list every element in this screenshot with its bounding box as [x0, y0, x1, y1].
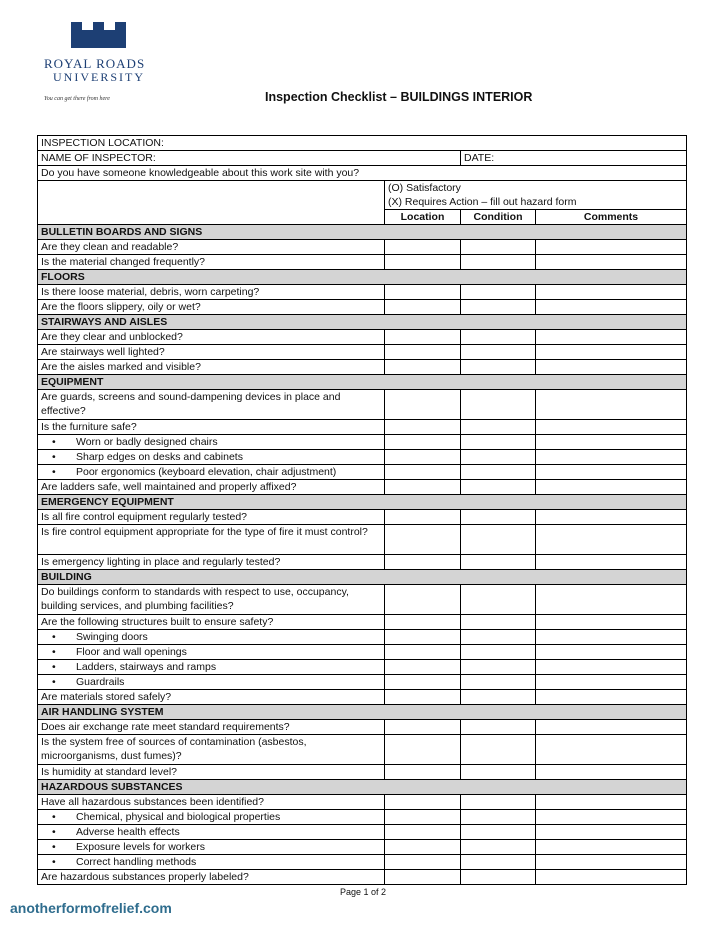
- location-cell[interactable]: [385, 795, 461, 810]
- location-cell[interactable]: [385, 390, 461, 420]
- checklist-subitem-text: Correct handling methods: [76, 856, 197, 868]
- location-cell[interactable]: [385, 300, 461, 315]
- location-cell[interactable]: [385, 810, 461, 825]
- column-header-comments: Comments: [536, 210, 687, 225]
- logo-tagline: You can get there from here: [44, 96, 110, 102]
- location-cell[interactable]: [385, 450, 461, 465]
- condition-cell[interactable]: [461, 390, 536, 420]
- bullet-icon: •: [52, 826, 56, 838]
- checklist-subitem: [38, 810, 385, 825]
- comments-cell[interactable]: [536, 825, 687, 840]
- checklist-question-row: [38, 720, 687, 735]
- checklist-subitem-row: [38, 465, 687, 480]
- checklist-question: Do buildings conform to standards with respect to use, occupancy, building services, and plumbing facilities?: [38, 585, 385, 615]
- section-header-row: [38, 225, 687, 240]
- castle-icon: [71, 22, 126, 50]
- checklist-subitem: [38, 855, 385, 870]
- checklist-question-row: [38, 390, 687, 420]
- checklist-subitem-text: Floor and wall openings: [76, 646, 187, 658]
- checklist-question-row: [38, 555, 687, 570]
- checklist-question-row: [38, 330, 687, 345]
- comments-cell[interactable]: [536, 435, 687, 450]
- location-cell[interactable]: [385, 630, 461, 645]
- condition-cell[interactable]: [461, 420, 536, 435]
- condition-cell[interactable]: [461, 720, 536, 735]
- comments-cell[interactable]: [536, 585, 687, 615]
- bullet-icon: •: [52, 841, 56, 853]
- section-header-row: [38, 375, 687, 390]
- comments-cell[interactable]: [536, 675, 687, 690]
- checklist-question-row: [38, 480, 687, 495]
- checklist-subitem: [38, 675, 385, 690]
- checklist-subitem: [38, 630, 385, 645]
- condition-cell[interactable]: [461, 615, 536, 630]
- bullet-icon: •: [52, 436, 56, 448]
- checklist-question-row: [38, 690, 687, 705]
- bullet-icon: •: [52, 811, 56, 823]
- section-title: FLOORS: [38, 270, 687, 285]
- bullet-icon: •: [52, 661, 56, 673]
- location-cell[interactable]: [385, 720, 461, 735]
- checklist-question: Are guards, screens and sound-dampening devices in place and effective?: [38, 390, 385, 420]
- condition-cell[interactable]: [461, 690, 536, 705]
- location-cell[interactable]: [385, 420, 461, 435]
- checklist-question: Are the following structures built to ensure safety?: [38, 615, 385, 630]
- checklist-subitem: [38, 660, 385, 675]
- condition-cell[interactable]: [461, 465, 536, 480]
- inspection-checklist-table: [37, 135, 687, 885]
- location-cell[interactable]: [385, 855, 461, 870]
- checklist-question: Are stairways well lighted?: [38, 345, 385, 360]
- location-cell[interactable]: [385, 645, 461, 660]
- condition-cell[interactable]: [461, 870, 536, 885]
- legend-requires-action: (X) Requires Action – fill out hazard form: [385, 195, 687, 210]
- location-cell[interactable]: [385, 870, 461, 885]
- checklist-question-row: [38, 525, 687, 555]
- bullet-icon: •: [52, 856, 56, 868]
- comments-cell[interactable]: [536, 690, 687, 705]
- comments-cell[interactable]: [536, 285, 687, 300]
- checklist-question-row: [38, 615, 687, 630]
- comments-cell[interactable]: [536, 450, 687, 465]
- condition-cell[interactable]: [461, 240, 536, 255]
- location-cell[interactable]: [385, 345, 461, 360]
- checklist-subitem: [38, 645, 385, 660]
- condition-cell[interactable]: [461, 810, 536, 825]
- checklist-subitem-text: Sharp edges on desks and cabinets: [76, 451, 243, 463]
- checklist-subitem: [38, 435, 385, 450]
- condition-cell[interactable]: [461, 840, 536, 855]
- checklist-subitem-row: [38, 810, 687, 825]
- comments-cell[interactable]: [536, 345, 687, 360]
- section-header-row: [38, 570, 687, 585]
- location-cell[interactable]: [385, 435, 461, 450]
- location-cell[interactable]: [385, 660, 461, 675]
- checklist-question: Is fire control equipment appropriate for the type of fire it must control?: [38, 525, 385, 555]
- checklist-subitem-text: Swinging doors: [76, 631, 148, 643]
- checklist-subitem-row: [38, 675, 687, 690]
- checklist-question-row: [38, 285, 687, 300]
- checklist-question: Are they clean and readable?: [38, 240, 385, 255]
- comments-cell[interactable]: [536, 720, 687, 735]
- comments-cell[interactable]: [536, 525, 687, 555]
- condition-cell[interactable]: [461, 285, 536, 300]
- checklist-question: Does air exchange rate meet standard requirements?: [38, 720, 385, 735]
- comments-cell[interactable]: [536, 615, 687, 630]
- legend-blank-cell: [38, 181, 385, 225]
- checklist-question: Are ladders safe, well maintained and properly affixed?: [38, 480, 385, 495]
- checklist-subitem: [38, 465, 385, 480]
- location-cell[interactable]: [385, 765, 461, 780]
- checklist-question-row: [38, 255, 687, 270]
- checklist-question: Is emergency lighting in place and regularly tested?: [38, 555, 385, 570]
- comments-cell[interactable]: [536, 465, 687, 480]
- checklist-subitem-row: [38, 840, 687, 855]
- comments-cell[interactable]: [536, 255, 687, 270]
- checklist-question: Are materials stored safely?: [38, 690, 385, 705]
- location-cell[interactable]: [385, 675, 461, 690]
- condition-cell[interactable]: [461, 450, 536, 465]
- location-cell[interactable]: [385, 330, 461, 345]
- section-header-row: [38, 315, 687, 330]
- condition-cell[interactable]: [461, 480, 536, 495]
- checklist-question-row: [38, 420, 687, 435]
- checklist-question: Are they clear and unblocked?: [38, 330, 385, 345]
- condition-cell[interactable]: [461, 510, 536, 525]
- checklist-question-row: [38, 300, 687, 315]
- page-number: Page 1 of 2: [340, 887, 387, 897]
- checklist-question-row: [38, 795, 687, 810]
- condition-cell[interactable]: [461, 645, 536, 660]
- checklist-question: Are hazardous substances properly labeled?: [38, 870, 385, 885]
- bullet-icon: •: [52, 631, 56, 643]
- location-cell[interactable]: [385, 690, 461, 705]
- section-header-row: [38, 270, 687, 285]
- condition-cell[interactable]: [461, 660, 536, 675]
- checklist-question-row: [38, 585, 687, 615]
- location-cell[interactable]: [385, 465, 461, 480]
- condition-cell[interactable]: [461, 675, 536, 690]
- checklist-subitem: [38, 825, 385, 840]
- section-title: HAZARDOUS SUBSTANCES: [38, 780, 687, 795]
- comments-cell[interactable]: [536, 630, 687, 645]
- comments-cell[interactable]: [536, 420, 687, 435]
- knowledgeable-person-question: Do you have someone knowledgeable about this work site with you?: [41, 167, 360, 179]
- bullet-icon: •: [52, 451, 56, 463]
- location-cell[interactable]: [385, 840, 461, 855]
- checklist-subitem-row: [38, 825, 687, 840]
- checklist-subitem-row: [38, 450, 687, 465]
- condition-cell[interactable]: [461, 630, 536, 645]
- section-header-row: [38, 705, 687, 720]
- checklist-subitem-row: [38, 630, 687, 645]
- condition-cell[interactable]: [461, 255, 536, 270]
- checklist-subitem-row: [38, 855, 687, 870]
- checklist-question: Is there loose material, debris, worn carpeting?: [38, 285, 385, 300]
- section-title: EMERGENCY EQUIPMENT: [38, 495, 687, 510]
- location-cell[interactable]: [385, 510, 461, 525]
- checklist-subitem-row: [38, 435, 687, 450]
- knowledgeable-person-field[interactable]: [38, 166, 687, 181]
- comments-cell[interactable]: [536, 390, 687, 420]
- checklist-question: Are the aisles marked and visible?: [38, 360, 385, 375]
- inspector-name-field[interactable]: [38, 151, 461, 166]
- checklist-subitem-text: Guardrails: [76, 676, 125, 688]
- location-cell[interactable]: [385, 735, 461, 765]
- location-cell[interactable]: [385, 255, 461, 270]
- comments-cell[interactable]: [536, 855, 687, 870]
- bullet-icon: •: [52, 466, 56, 478]
- comments-cell[interactable]: [536, 735, 687, 765]
- checklist-question-row: [38, 360, 687, 375]
- comments-cell[interactable]: [536, 300, 687, 315]
- legend-satisfactory: (O) Satisfactory: [385, 181, 687, 196]
- checklist-subitem-row: [38, 645, 687, 660]
- comments-cell[interactable]: [536, 840, 687, 855]
- column-header-condition: Condition: [461, 210, 536, 225]
- checklist-question: Is humidity at standard level?: [38, 765, 385, 780]
- inspection-location-label: INSPECTION LOCATION:: [41, 137, 164, 149]
- comments-cell[interactable]: [536, 810, 687, 825]
- comments-cell[interactable]: [536, 870, 687, 885]
- checklist-subitem-row: [38, 660, 687, 675]
- checklist-question-row: [38, 345, 687, 360]
- checklist-question: Is the material changed frequently?: [38, 255, 385, 270]
- inspection-location-field[interactable]: [38, 136, 687, 151]
- section-title: BUILDING: [38, 570, 687, 585]
- condition-cell[interactable]: [461, 855, 536, 870]
- date-field[interactable]: [461, 151, 687, 166]
- location-cell[interactable]: [385, 615, 461, 630]
- checklist-subitem-text: Chemical, physical and biological properties: [76, 811, 281, 823]
- checklist-subitem: [38, 840, 385, 855]
- checklist-question: Is the furniture safe?: [38, 420, 385, 435]
- condition-cell[interactable]: [461, 795, 536, 810]
- checklist-question: Have all hazardous substances been identified?: [38, 795, 385, 810]
- column-header-location: Location: [385, 210, 461, 225]
- location-cell[interactable]: [385, 525, 461, 555]
- logo-name-line1: ROYAL ROADS: [44, 56, 146, 71]
- comments-cell[interactable]: [536, 645, 687, 660]
- condition-cell[interactable]: [461, 585, 536, 615]
- comments-cell[interactable]: [536, 360, 687, 375]
- checklist-question: Are the floors slippery, oily or wet?: [38, 300, 385, 315]
- condition-cell[interactable]: [461, 300, 536, 315]
- bullet-icon: •: [52, 676, 56, 688]
- checklist-subitem-text: Ladders, stairways and ramps: [76, 661, 217, 673]
- comments-cell[interactable]: [536, 660, 687, 675]
- condition-cell[interactable]: [461, 525, 536, 555]
- section-header-row: [38, 780, 687, 795]
- comments-cell[interactable]: [536, 480, 687, 495]
- checklist-subitem-text: Worn or badly designed chairs: [76, 436, 218, 448]
- checklist-subitem-text: Exposure levels for workers: [76, 841, 205, 853]
- condition-cell[interactable]: [461, 825, 536, 840]
- watermark-text: anotherformofrelief.com: [10, 900, 172, 916]
- checklist-question-row: [38, 735, 687, 765]
- checklist-subitem: [38, 450, 385, 465]
- inspector-name-label: NAME OF INSPECTOR:: [41, 152, 156, 164]
- location-cell[interactable]: [385, 285, 461, 300]
- condition-cell[interactable]: [461, 330, 536, 345]
- location-cell[interactable]: [385, 585, 461, 615]
- checklist-subitem-text: Poor ergonomics (keyboard elevation, chair adjustment): [76, 466, 337, 478]
- location-cell[interactable]: [385, 555, 461, 570]
- condition-cell[interactable]: [461, 435, 536, 450]
- condition-cell[interactable]: [461, 345, 536, 360]
- section-title: AIR HANDLING SYSTEM: [38, 705, 687, 720]
- logo-name-line2: UNIVERSITY: [53, 70, 145, 84]
- condition-cell[interactable]: [461, 735, 536, 765]
- condition-cell[interactable]: [461, 555, 536, 570]
- section-title: EQUIPMENT: [38, 375, 687, 390]
- section-title: BULLETIN BOARDS AND SIGNS: [38, 225, 687, 240]
- page-title: Inspection Checklist – BUILDINGS INTERIOR: [265, 90, 533, 104]
- condition-cell[interactable]: [461, 360, 536, 375]
- comments-cell[interactable]: [536, 765, 687, 780]
- section-title: STAIRWAYS AND AISLES: [38, 315, 687, 330]
- checklist-question: Is the system free of sources of contamination (asbestos, microorganisms, dust fumes)?: [38, 735, 385, 765]
- checklist-question-row: [38, 765, 687, 780]
- date-label: DATE:: [464, 152, 495, 164]
- section-header-row: [38, 495, 687, 510]
- comments-cell[interactable]: [536, 510, 687, 525]
- condition-cell[interactable]: [461, 765, 536, 780]
- checklist-question-row: [38, 240, 687, 255]
- checklist-subitem-text: Adverse health effects: [76, 826, 180, 838]
- comments-cell[interactable]: [536, 555, 687, 570]
- comments-cell[interactable]: [536, 330, 687, 345]
- comments-cell[interactable]: [536, 795, 687, 810]
- location-cell[interactable]: [385, 825, 461, 840]
- comments-cell[interactable]: [536, 240, 687, 255]
- location-cell[interactable]: [385, 480, 461, 495]
- location-cell[interactable]: [385, 240, 461, 255]
- checklist-question: Is all fire control equipment regularly tested?: [38, 510, 385, 525]
- checklist-question-row: [38, 870, 687, 885]
- checklist-question-row: [38, 510, 687, 525]
- location-cell[interactable]: [385, 360, 461, 375]
- bullet-icon: •: [52, 646, 56, 658]
